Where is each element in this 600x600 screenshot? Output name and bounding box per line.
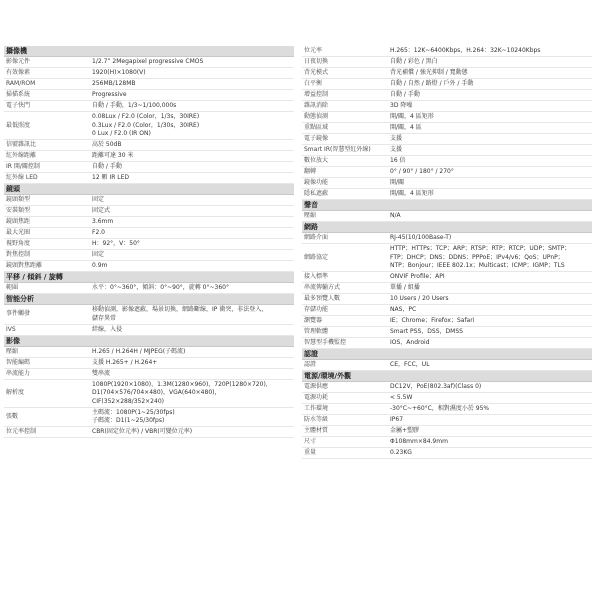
- spec-label: 張數: [6, 412, 19, 420]
- section-header: 聲音: [302, 200, 592, 211]
- spec-row: [302, 167, 592, 178]
- spec-value: 1080P(1920×1080)，1.3M(1280×960)，720P(1280×720)， D1(704×576/704×480)，VGA(640×480)， CIF(352×288/352×240): [92, 380, 272, 405]
- spec-label: 鏡像功能: [304, 179, 329, 186]
- spec-label: 主體材質: [304, 427, 329, 435]
- spec-value: 開/關，4 區矩形: [390, 190, 434, 197]
- spec-row: [4, 347, 294, 358]
- spec-row: [302, 272, 592, 283]
- spec-row: [302, 283, 592, 294]
- spec-row: [302, 305, 592, 316]
- spec-label: 視野角度: [6, 240, 31, 248]
- spec-label: 重量: [304, 449, 317, 457]
- spec-label: 有效像素: [6, 69, 31, 76]
- spec-value: Progressive: [92, 91, 127, 98]
- spec-row: [302, 46, 592, 57]
- spec-column-left: [4, 46, 294, 438]
- spec-value: 支援: [390, 135, 403, 142]
- section-header: 認證: [302, 349, 592, 360]
- spec-value: 開/關，4 區矩形: [390, 113, 434, 120]
- spec-row: [4, 358, 294, 369]
- spec-label: 隱私遮蔽: [304, 190, 329, 197]
- spec-label: 白平衡: [304, 80, 323, 87]
- spec-row: [302, 404, 592, 415]
- spec-row: [302, 244, 592, 272]
- spec-row: [4, 369, 294, 380]
- spec-value: 單播 / 組播: [390, 284, 420, 292]
- spec-label: 信號雜訊比: [6, 141, 37, 149]
- spec-row: [302, 90, 592, 101]
- spec-row: [4, 151, 294, 162]
- spec-value: 自動 / 彩色 / 黑白: [390, 58, 438, 65]
- spec-label: 位元率: [304, 47, 323, 54]
- spec-label: 智能編碼: [6, 358, 31, 366]
- spec-label: 最低照度: [6, 121, 31, 129]
- spec-row: [4, 206, 294, 217]
- spec-row: [302, 123, 592, 134]
- spec-value: 1920(H)×1080(V): [92, 69, 146, 76]
- spec-value: 16 倍: [390, 157, 406, 164]
- spec-value: 高於 50dB: [92, 141, 122, 149]
- spec-value: 距離可達 30 米: [92, 152, 134, 160]
- spec-value: 3.6mm: [92, 218, 114, 226]
- spec-label: 事件觸發: [6, 310, 31, 318]
- spec-row: [4, 68, 294, 79]
- spec-value: 固定式: [92, 207, 111, 215]
- spec-label: 最多預覽人數: [304, 295, 341, 303]
- spec-label: 串流傳輸方式: [304, 284, 341, 292]
- spec-label: 壓縮: [6, 347, 19, 355]
- spec-label: 日夜切換: [304, 58, 329, 65]
- spec-label: 工作環境: [304, 405, 329, 413]
- spec-row: [302, 382, 592, 393]
- spec-row: [4, 79, 294, 90]
- spec-label: 串流能力: [6, 369, 31, 377]
- spec-row: [4, 239, 294, 250]
- spec-label: 電子鏡像: [304, 135, 329, 142]
- spec-value: 1/2.7” 2Megapixel progressive CMOS: [92, 58, 204, 65]
- spec-value: < 5.5W: [390, 394, 413, 402]
- spec-label: 解析度: [6, 389, 25, 397]
- spec-value: F2.0: [92, 229, 105, 237]
- spec-value: -30°C~+60°C，相對濕度小於 95%: [390, 405, 490, 413]
- spec-value: 主碼流：1080P(1~25/30fps) 子碼流：D1(1~25/30fps): [92, 408, 175, 425]
- spec-value: 12 顆 IR LED: [92, 174, 130, 182]
- spec-label: 範圍: [6, 284, 19, 292]
- spec-value: DC12V，PoE(802.3af)(Class 0): [390, 383, 482, 391]
- spec-row: [302, 79, 592, 90]
- spec-value: RJ-45(10/100Base-T): [390, 234, 452, 241]
- spec-label: IVS: [6, 325, 16, 333]
- spec-row: [4, 173, 294, 184]
- spec-label: 翻轉: [304, 168, 317, 175]
- spec-row: [302, 189, 592, 200]
- spec-row: [4, 305, 294, 324]
- spec-value: 0.08Lux / F2.0 (Color，1/3s，30IRE) 0.3Lux / F2.0 (Color，1/30s，30IRE) 0 Lux / F2.0 (IR ON): [92, 113, 200, 138]
- spec-row: [302, 437, 592, 448]
- spec-label: 背光模式: [304, 69, 329, 76]
- spec-row: [302, 112, 592, 123]
- spec-row: [302, 448, 592, 459]
- spec-row: [4, 195, 294, 206]
- spec-row: [4, 261, 294, 272]
- spec-label: 數位放大: [304, 157, 329, 164]
- spec-label: 雜訊消除: [304, 102, 329, 109]
- spec-value: HTTP；HTTPs；TCP；ARP；RTSP；RTP；RTCP；UDP；SMTP； FTP；DHCP；DNS；DDNS；PPPoE；IPv4/v6；QoS；UPnP； NTP；Bonjour；IEEE 802.1x；Multicast；ICMP；IGMP；TLS: [390, 245, 571, 270]
- spec-value: 雙串流: [92, 369, 111, 377]
- spec-label: 重點區域: [304, 124, 329, 131]
- spec-row: [302, 156, 592, 167]
- spec-row: [302, 233, 592, 244]
- spec-label: 壓縮: [304, 212, 317, 219]
- spec-value: 自動 / 手動: [92, 163, 122, 171]
- spec-value: 固定: [92, 251, 105, 259]
- spec-label: 鏡頭類型: [6, 196, 31, 204]
- spec-value: 背光補償 / 強光抑制 / 寬動態: [390, 69, 468, 76]
- spec-label: 智慧型手機監控: [304, 339, 347, 347]
- spec-label: RAM/ROM: [6, 80, 36, 87]
- spec-row: [302, 178, 592, 189]
- spec-label: 尺寸: [304, 438, 317, 446]
- spec-label: 鏡頭對焦距離: [6, 262, 43, 270]
- spec-value: 水平：0°~360°，傾斜：0°~90°，旋轉 0°~360°: [92, 284, 229, 292]
- spec-row: [4, 380, 294, 408]
- section-header: 平移 / 傾斜 / 旋轉: [4, 272, 294, 283]
- spec-value: 開/關: [390, 179, 405, 186]
- spec-value: 自動 / 自然 / 路燈 / 戶外 / 手動: [390, 80, 474, 87]
- spec-value: Φ108mm×84.9mm: [390, 438, 448, 446]
- spec-value: 10 Users / 20 Users: [390, 295, 449, 303]
- spec-row: [302, 415, 592, 426]
- spec-value: 支援 H.265+ / H.264+: [92, 358, 158, 366]
- spec-row: [4, 427, 294, 438]
- spec-row: [4, 90, 294, 101]
- spec-row: [4, 140, 294, 151]
- section-header: 鏡頭: [4, 184, 294, 195]
- spec-row: [4, 250, 294, 261]
- spec-value: 金屬+塑膠: [390, 427, 420, 435]
- spec-value: 絆線，入侵: [92, 325, 123, 333]
- section-header: 影像: [4, 336, 294, 347]
- spec-value: IP67: [390, 416, 404, 424]
- spec-row: [302, 316, 592, 327]
- spec-row: [4, 101, 294, 112]
- spec-row: [4, 57, 294, 68]
- spec-label: 防水等級: [304, 416, 329, 424]
- spec-label: 存儲功能: [304, 306, 329, 314]
- spec-row: [302, 360, 592, 371]
- spec-label: 鏡頭焦距: [6, 218, 31, 226]
- spec-label: 網路介面: [304, 234, 329, 241]
- spec-value: 256MB/128MB: [92, 80, 136, 87]
- spec-row: [302, 134, 592, 145]
- spec-label: 紅外線 LED: [6, 174, 38, 182]
- spec-label: 對焦控制: [6, 251, 31, 259]
- section-header: 電源/環境/外觀: [302, 371, 592, 382]
- spec-label: 電源功耗: [304, 394, 329, 402]
- spec-value: IE；Chrome；Firefox；Safari: [390, 317, 475, 325]
- spec-label: Smart IR(智慧型紅外線): [304, 146, 371, 153]
- spec-label: 動態偵測: [304, 113, 329, 120]
- section-header: 網路: [302, 222, 592, 233]
- spec-row: [302, 426, 592, 437]
- spec-value: CE，FCC，UL: [390, 361, 430, 369]
- section-header: 攝像機: [4, 46, 294, 57]
- spec-value: N/A: [390, 212, 401, 219]
- spec-label: 接入標準: [304, 273, 329, 281]
- spec-value: 自動 / 手動，1/3~1/100,000s: [92, 102, 177, 109]
- spec-label: 掃描系統: [6, 91, 31, 98]
- spec-row: [4, 283, 294, 294]
- spec-row: [302, 68, 592, 79]
- spec-value: H.265：12K~6400Kbps，H.264：32K~10240Kbps: [390, 47, 541, 54]
- spec-value: 0° / 90° / 180° / 270°: [390, 168, 454, 175]
- spec-value: 支援: [390, 146, 403, 153]
- spec-value: NAS，PC: [390, 306, 417, 314]
- spec-row: [302, 294, 592, 305]
- spec-value: ONVIF Profile；API: [390, 273, 445, 281]
- spec-label: 認證: [304, 361, 317, 369]
- spec-value: CBR(固定位元率) / VBR(可變位元率): [92, 428, 193, 436]
- spec-row: [4, 217, 294, 228]
- spec-row: [302, 327, 592, 338]
- spec-row: [302, 57, 592, 68]
- spec-label: 管理軟體: [304, 328, 329, 336]
- spec-label: 安裝類型: [6, 207, 31, 215]
- spec-value: Smart PSS，DSS，DMSS: [390, 328, 463, 336]
- section-header: 智能分析: [4, 294, 294, 305]
- spec-label: 網路協定: [304, 253, 329, 261]
- spec-column-right: [302, 46, 592, 459]
- spec-label: IR 開/關控制: [6, 163, 40, 171]
- spec-label: 最大光圈: [6, 229, 31, 237]
- spec-value: 移動偵測，影像遮蔽，場景切換，網路斷線，IP 衝突，非法登入， 儲存異常: [92, 306, 268, 322]
- spec-row: [302, 393, 592, 404]
- spec-row: [302, 145, 592, 156]
- spec-label: 瀏覽器: [304, 317, 323, 325]
- spec-row: [4, 408, 294, 427]
- spec-label: 電源供應: [304, 383, 329, 391]
- spec-row: [302, 101, 592, 112]
- spec-value: 固定: [92, 196, 105, 204]
- spec-value: 3D 降噪: [390, 102, 413, 109]
- spec-value: 0.9m: [92, 262, 108, 270]
- spec-row: [302, 338, 592, 349]
- spec-row: [4, 162, 294, 173]
- spec-row: [4, 325, 294, 336]
- spec-value: 自動 / 手動: [390, 91, 420, 98]
- spec-value: IOS，Android: [390, 339, 430, 347]
- spec-row: [302, 211, 592, 222]
- spec-label: 紅外線距離: [6, 152, 37, 160]
- spec-label: 影像元件: [6, 58, 31, 65]
- spec-value: H：92°，V：50°: [92, 240, 140, 248]
- spec-value: 開/關，4 區: [390, 124, 422, 131]
- spec-row: [4, 112, 294, 140]
- spec-row: [4, 228, 294, 239]
- spec-value: H.265 / H.264H / MJPEG(子碼流): [92, 347, 186, 355]
- spec-value: 0.23KG: [390, 449, 412, 457]
- spec-label: 增益控制: [304, 91, 329, 98]
- spec-label: 電子快門: [6, 102, 31, 109]
- spec-label: 位元率控制: [6, 428, 37, 436]
